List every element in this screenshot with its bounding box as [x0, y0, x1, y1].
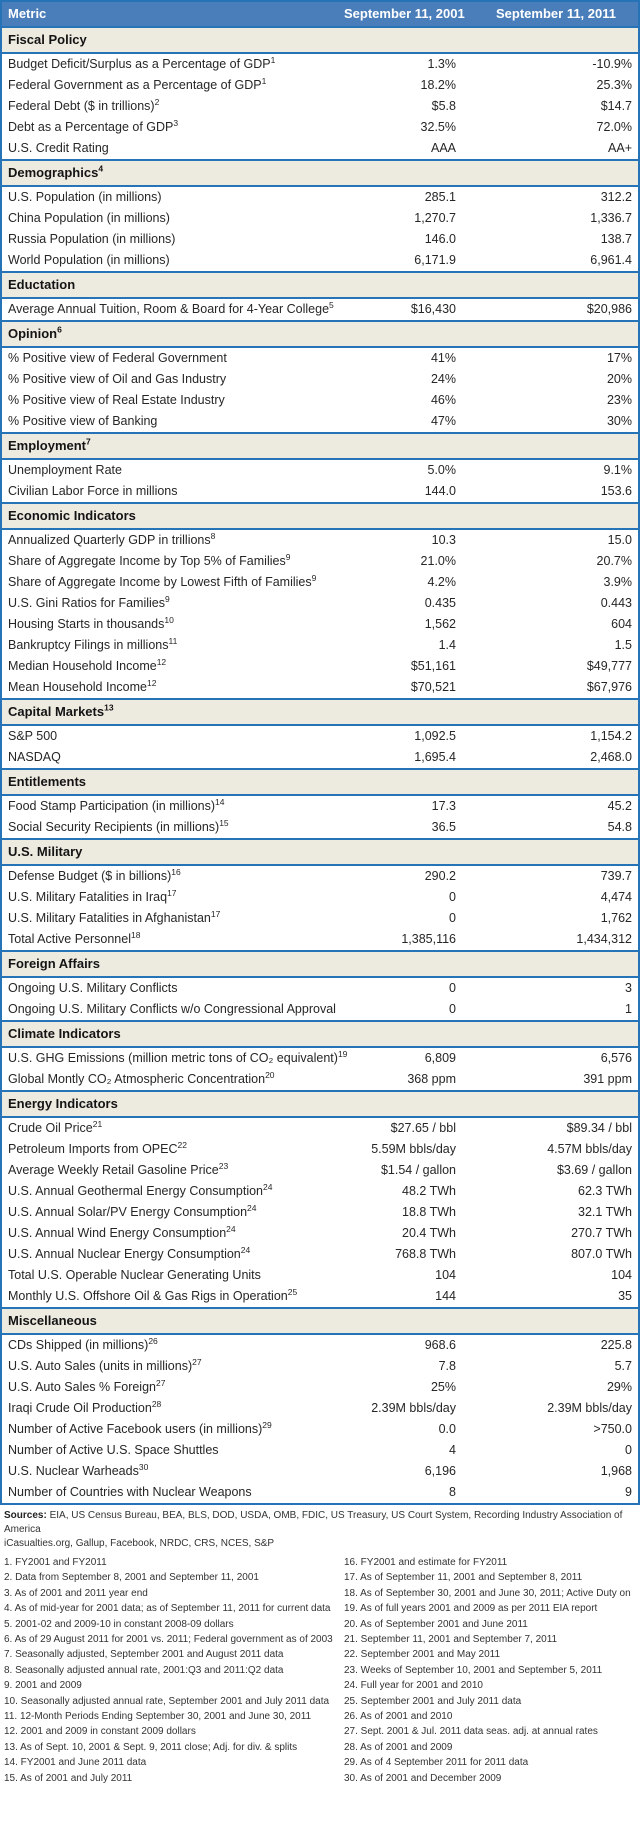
table-row: [1, 411, 639, 433]
section-title: Demographics$^4$: [1, 160, 639, 186]
value-2011: 1: [462, 999, 639, 1021]
value-2011: 5.7: [462, 1356, 639, 1377]
value-2001: 104: [338, 1265, 462, 1286]
value-2001: 144: [338, 1286, 462, 1308]
section-title: Energy Indicators: [1, 1091, 639, 1117]
header-sept-11-2011: September 11, 2011: [462, 1, 639, 27]
metric-label: CDs Shipped (in millions)$^{26}$: [1, 1334, 338, 1356]
section-header-row: [1, 1091, 639, 1117]
footnote-line: 7. Seasonally adjusted, September 2001 and August 2011 data: [4, 1649, 284, 1661]
section-header-row: [1, 1308, 639, 1334]
value-2011: 29%: [462, 1377, 639, 1398]
value-2011: 35: [462, 1286, 639, 1308]
table-row: [1, 459, 639, 481]
value-2001: 6,196: [338, 1461, 462, 1482]
metric-label: Number of Countries with Nuclear Weapons: [1, 1482, 338, 1504]
metric-label: U.S. Auto Sales (units in millions)$^{27}$: [1, 1356, 338, 1377]
value-2001: 146.0: [338, 229, 462, 250]
section-title: Capital Markets$^{13}$: [1, 699, 639, 725]
value-2011: 6,961.4: [462, 250, 639, 272]
table-row: [1, 1202, 639, 1223]
footnote-line: 1. FY2001 and FY2011: [4, 1557, 107, 1568]
metric-label: Crude Oil Price$^{21}$: [1, 1117, 338, 1139]
metric-label: Iraqi Crude Oil Production$^{28}$: [1, 1398, 338, 1419]
table-row: [1, 1160, 639, 1181]
value-2011: 3.9%: [462, 572, 639, 593]
table-row: [1, 1069, 639, 1091]
table-row: [1, 298, 639, 321]
value-2001: 4: [338, 1440, 462, 1461]
value-2001: $70,521: [338, 677, 462, 699]
value-2001: 968.6: [338, 1334, 462, 1356]
value-2011: 0.443: [462, 593, 639, 614]
metric-label: Average Annual Tuition, Room & Board for 4-Year College$^5$: [1, 298, 338, 321]
footnotes: [0, 1552, 640, 1790]
footnote-line: 28. As of 2001 and 2009: [344, 1741, 453, 1753]
value-2011: 1,336.7: [462, 208, 639, 229]
value-2001: 41%: [338, 347, 462, 369]
table-row: [1, 138, 639, 160]
section-title: Opinion$^6$: [1, 321, 639, 347]
table-row: [1, 53, 639, 75]
value-2011: 20.7%: [462, 551, 639, 572]
section-header-row: [1, 433, 639, 459]
table-section: [1, 769, 639, 839]
table-section: [1, 1308, 639, 1504]
value-2011: 62.3 TWh: [462, 1181, 639, 1202]
table-section: [1, 27, 639, 160]
value-2011: -10.9%: [462, 53, 639, 75]
metric-label: Average Weekly Retail Gasoline Price$^{23}$: [1, 1160, 338, 1181]
section-header-row: [1, 699, 639, 725]
metric-label: Global Montly CO₂ Atmospheric Concentration$^{20}$: [1, 1069, 338, 1091]
value-2001: 36.5: [338, 817, 462, 839]
table-row: [1, 1286, 639, 1308]
metric-label: U.S. Military Fatalities in Iraq$^{17}$: [1, 887, 338, 908]
table-row: [1, 1139, 639, 1160]
value-2011: 72.0%: [462, 117, 639, 138]
metric-label: U.S. Gini Ratios for Families$^9$: [1, 593, 338, 614]
table-row: [1, 250, 639, 272]
footnotes-column-left: [4, 1555, 344, 1786]
footnote-line: 25. September 2001 and July 2011 data: [344, 1695, 522, 1707]
value-2001: AAA: [338, 138, 462, 160]
table-row: [1, 117, 639, 138]
value-2001: 0: [338, 999, 462, 1021]
value-2001: 20.4 TWh: [338, 1223, 462, 1244]
value-2001: $27.65 / bbl: [338, 1117, 462, 1139]
value-2011: 739.7: [462, 865, 639, 887]
footnote-line: 16. FY2001 and estimate for FY2011: [344, 1557, 508, 1568]
table-row: [1, 529, 639, 551]
metric-label: U.S. Annual Geothermal Energy Consumption$^{24}$: [1, 1181, 338, 1202]
value-2011: 391 ppm: [462, 1069, 639, 1091]
value-2001: $51,161: [338, 656, 462, 677]
section-header-row: [1, 839, 639, 865]
table-row: [1, 817, 639, 839]
value-2011: 3: [462, 977, 639, 999]
footnote-line: 4. As of mid-year for 2001 data; as of September 11, 2011 for current data: [4, 1603, 331, 1615]
table-row: [1, 1398, 639, 1419]
metric-label: Total U.S. Operable Nuclear Generating Units: [1, 1265, 338, 1286]
footnote-line: 29. As of 4 September 2011 for 2011 data: [344, 1757, 529, 1769]
value-2001: 1,695.4: [338, 747, 462, 769]
table-row: [1, 572, 639, 593]
table-section: [1, 503, 639, 699]
value-2001: 25%: [338, 1377, 462, 1398]
table-row: [1, 593, 639, 614]
metric-label: Share of Aggregate Income by Lowest Fifth of Families$^9$: [1, 572, 338, 593]
value-2011: 1,154.2: [462, 725, 639, 747]
value-2001: 1,092.5: [338, 725, 462, 747]
metric-label: World Population (in millions): [1, 250, 338, 272]
footnote-line: 3. As of 2001 and 2011 year end: [4, 1587, 148, 1599]
metric-label: Bankruptcy Filings in millions$^{11}$: [1, 635, 338, 656]
metric-label: U.S. Annual Nuclear Energy Consumption$^{24}$: [1, 1244, 338, 1265]
value-2011: 4.57M bbls/day: [462, 1139, 639, 1160]
table-row: [1, 1047, 639, 1069]
value-2011: >750.0: [462, 1419, 639, 1440]
footnote-line: 26. As of 2001 and 2010: [344, 1711, 453, 1723]
section-header-row: [1, 321, 639, 347]
value-2001: $5.8: [338, 96, 462, 117]
metric-label: Number of Active Facebook users (in millions)$^{29}$: [1, 1419, 338, 1440]
footnote-line: 30. As of 2001 and December 2009: [344, 1772, 502, 1784]
section-title: Climate Indicators: [1, 1021, 639, 1047]
value-2001: 8: [338, 1482, 462, 1504]
metric-label: Ongoing U.S. Military Conflicts w/o Congressional Approval: [1, 999, 338, 1021]
table-section: [1, 1021, 639, 1091]
footnote-line: 13. As of Sept. 10, 2001 & Sept. 9, 2011 close; Adj. for div. & splits: [4, 1741, 298, 1753]
section-title: Miscellaneous: [1, 1308, 639, 1334]
value-2001: 768.8 TWh: [338, 1244, 462, 1265]
footnote-line: 2. Data from September 8, 2001 and September 11, 2001: [4, 1572, 259, 1584]
table-row: [1, 747, 639, 769]
table-row: [1, 369, 639, 390]
metric-label: U.S. Credit Rating: [1, 138, 338, 160]
footnote-line: 9. 2001 and 2009: [4, 1680, 82, 1692]
table-section: [1, 272, 639, 321]
value-2001: 32.5%: [338, 117, 462, 138]
metric-label: Social Security Recipients (in millions)$^{15}$: [1, 817, 338, 839]
value-2001: 5.0%: [338, 459, 462, 481]
value-2011: 15.0: [462, 529, 639, 551]
table-section: [1, 699, 639, 769]
table-row: [1, 1419, 639, 1440]
value-2001: 6,809: [338, 1047, 462, 1069]
table-section: [1, 321, 639, 433]
value-2011: $49,777: [462, 656, 639, 677]
table-row: [1, 1461, 639, 1482]
table-row: [1, 908, 639, 929]
metric-label: U.S. GHG Emissions (million metric tons of CO₂ equivalent)$^{19}$: [1, 1047, 338, 1069]
value-2011: 2,468.0: [462, 747, 639, 769]
value-2001: 10.3: [338, 529, 462, 551]
value-2001: 1,385,116: [338, 929, 462, 951]
footnote-line: 20. As of September 2001 and June 2011: [344, 1618, 528, 1630]
value-2001: 1,270.7: [338, 208, 462, 229]
metric-label: S&P 500: [1, 725, 338, 747]
table-row: [1, 1377, 639, 1398]
footnote-line: 14. FY2001 and June 2011 data: [4, 1757, 147, 1769]
value-2011: 1,968: [462, 1461, 639, 1482]
value-2011: AA+: [462, 138, 639, 160]
value-2001: 368 ppm: [338, 1069, 462, 1091]
footnote-line: 22. September 2001 and May 2011: [344, 1649, 501, 1661]
metric-label: Housing Starts in thousands$^{10}$: [1, 614, 338, 635]
value-2001: 1.4: [338, 635, 462, 656]
section-title: U.S. Military: [1, 839, 639, 865]
metric-label: Federal Debt ($ in trillions)$^2$: [1, 96, 338, 117]
section-header-row: [1, 769, 639, 795]
table-row: [1, 1356, 639, 1377]
value-2001: 18.2%: [338, 75, 462, 96]
value-2011: 25.3%: [462, 75, 639, 96]
value-2001: 1,562: [338, 614, 462, 635]
value-2001: 2.39M bbls/day: [338, 1398, 462, 1419]
value-2011: 1,762: [462, 908, 639, 929]
footnote-line: 6. As of 29 August 2011 for 2001 vs. 2011; Federal government as of 2003: [4, 1634, 333, 1646]
metric-label: Total Active Personnel$^{18}$: [1, 929, 338, 951]
table-row: [1, 635, 639, 656]
footnote-line: 19. As of full years 2001 and 2009 as per 2011 EIA report: [344, 1603, 598, 1615]
table-row: [1, 677, 639, 699]
table-row: [1, 75, 639, 96]
value-2011: 32.1 TWh: [462, 1202, 639, 1223]
value-2001: 290.2: [338, 865, 462, 887]
table-row: [1, 1244, 639, 1265]
value-2011: 30%: [462, 411, 639, 433]
value-2011: 9.1%: [462, 459, 639, 481]
table-row: [1, 208, 639, 229]
value-2011: 4,474: [462, 887, 639, 908]
metric-label: NASDAQ: [1, 747, 338, 769]
metric-label: Federal Government as a Percentage of GDP$^1$: [1, 75, 338, 96]
table-row: [1, 229, 639, 250]
table-section: [1, 433, 639, 503]
header-sept-11-2001: September 11, 2001: [338, 1, 462, 27]
metric-label: U.S. Nuclear Warheads$^{30}$: [1, 1461, 338, 1482]
table-row: [1, 999, 639, 1021]
metric-label: U.S. Annual Solar/PV Energy Consumption$^{24}$: [1, 1202, 338, 1223]
value-2001: 17.3: [338, 795, 462, 817]
value-2011: 23%: [462, 390, 639, 411]
footnote-line: 8. Seasonally adjusted annual rate, 2001:Q3 and 2011:Q2 data: [4, 1664, 284, 1676]
value-2001: 144.0: [338, 481, 462, 503]
table-row: [1, 614, 639, 635]
table-row: [1, 887, 639, 908]
metric-label: % Positive view of Oil and Gas Industry: [1, 369, 338, 390]
value-2011: 604: [462, 614, 639, 635]
section-title: Employment$^7$: [1, 433, 639, 459]
footnotes-column-right: [344, 1555, 640, 1786]
metric-label: Debt as a Percentage of GDP$^3$: [1, 117, 338, 138]
table-row: [1, 96, 639, 117]
value-2001: 0: [338, 887, 462, 908]
metric-label: China Population (in millions): [1, 208, 338, 229]
metric-label: U.S. Annual Wind Energy Consumption$^{24}$: [1, 1223, 338, 1244]
value-2011: 20%: [462, 369, 639, 390]
table-row: [1, 725, 639, 747]
section-header-row: [1, 951, 639, 977]
section-header-row: [1, 1021, 639, 1047]
value-2011: 312.2: [462, 186, 639, 208]
value-2011: 45.2: [462, 795, 639, 817]
sources-line-2: iCasualties.org, Gallup, Facebook, NRDC, CRS, NCES, S&P: [4, 1538, 275, 1549]
metric-label: Defense Budget ($ in billions)$^{16}$: [1, 865, 338, 887]
value-2011: $67,976: [462, 677, 639, 699]
value-2001: 285.1: [338, 186, 462, 208]
table-row: [1, 1482, 639, 1504]
table-row: [1, 1265, 639, 1286]
value-2001: 7.8: [338, 1356, 462, 1377]
value-2001: 24%: [338, 369, 462, 390]
table-row: [1, 1223, 639, 1244]
metric-label: Median Household Income$^{12}$: [1, 656, 338, 677]
table-header: [1, 1, 639, 27]
metric-label: Share of Aggregate Income by Top 5% of Families$^9$: [1, 551, 338, 572]
table-row: [1, 1440, 639, 1461]
metric-label: U.S. Population (in millions): [1, 186, 338, 208]
value-2011: 138.7: [462, 229, 639, 250]
sources-line-1: [4, 1509, 636, 1537]
footnote-line: 12. 2001 and 2009 in constant 2009 dollars: [4, 1726, 196, 1738]
value-2011: 2.39M bbls/day: [462, 1398, 639, 1419]
value-2011: $20,986: [462, 298, 639, 321]
footnote-line: 18. As of September 30, 2001 and June 30, 2011; Active Duty on: [344, 1587, 631, 1599]
footnote-line: 5. 2001-02 and 2009-10 in constant 2008-09 dollars: [4, 1618, 234, 1630]
value-2011: 270.7 TWh: [462, 1223, 639, 1244]
table-row: [1, 656, 639, 677]
table-row: [1, 1117, 639, 1139]
table-row: [1, 795, 639, 817]
footnote-line: 10. Seasonally adjusted annual rate, September 2001 and July 2011 data: [4, 1695, 330, 1707]
table-section: [1, 951, 639, 1021]
sources-note: [0, 1505, 640, 1552]
value-2001: 1.3%: [338, 53, 462, 75]
table-section: [1, 1091, 639, 1308]
sources-label: Sources:: [4, 1510, 47, 1521]
sources-list: EIA, US Census Bureau, BEA, BLS, DOD, USDA, OMB, FDIC, US Treasury, US Court System, Recording Industry Association of America: [4, 1510, 623, 1535]
section-title: Eductation: [1, 272, 639, 298]
value-2011: 153.6: [462, 481, 639, 503]
value-2011: $3.69 / gallon: [462, 1160, 639, 1181]
metric-label: Annualized Quarterly GDP in trillions$^8$: [1, 529, 338, 551]
value-2011: $89.34 / bbl: [462, 1117, 639, 1139]
table-row: [1, 347, 639, 369]
value-2001: 18.8 TWh: [338, 1202, 462, 1223]
value-2001: 6,171.9: [338, 250, 462, 272]
value-2011: $14.7: [462, 96, 639, 117]
metric-label: % Positive view of Federal Government: [1, 347, 338, 369]
value-2011: 807.0 TWh: [462, 1244, 639, 1265]
section-title: Fiscal Policy: [1, 27, 639, 53]
metric-label: Russia Population (in millions): [1, 229, 338, 250]
table-row: [1, 186, 639, 208]
footnote-line: 21. September 11, 2001 and September 7, 2011: [344, 1634, 558, 1646]
section-header-row: [1, 272, 639, 298]
table-row: [1, 1334, 639, 1356]
value-2001: 0.0: [338, 1419, 462, 1440]
value-2001: 0.435: [338, 593, 462, 614]
section-header-row: [1, 503, 639, 529]
value-2011: 225.8: [462, 1334, 639, 1356]
value-2001: 0: [338, 908, 462, 929]
value-2011: 0: [462, 1440, 639, 1461]
value-2001: 47%: [338, 411, 462, 433]
value-2001: 4.2%: [338, 572, 462, 593]
metric-label: Ongoing U.S. Military Conflicts: [1, 977, 338, 999]
table-row: [1, 1181, 639, 1202]
metric-label: % Positive view of Real Estate Industry: [1, 390, 338, 411]
metric-label: Mean Household Income$^{12}$: [1, 677, 338, 699]
metric-label: Unemployment Rate: [1, 459, 338, 481]
value-2011: 1,434,312: [462, 929, 639, 951]
footnote-line: 23. Weeks of September 10, 2001 and September 5, 2011: [344, 1664, 603, 1676]
table-row: [1, 865, 639, 887]
table-row: [1, 390, 639, 411]
metric-label: U.S. Military Fatalities in Afghanistan$^{17}$: [1, 908, 338, 929]
header-metric: Metric: [1, 1, 338, 27]
section-header-row: [1, 160, 639, 186]
value-2001: $1.54 / gallon: [338, 1160, 462, 1181]
table-row: [1, 977, 639, 999]
table-row: [1, 551, 639, 572]
value-2011: 104: [462, 1265, 639, 1286]
metric-label: Civilian Labor Force in millions: [1, 481, 338, 503]
value-2011: 9: [462, 1482, 639, 1504]
table-row: [1, 481, 639, 503]
value-2011: 17%: [462, 347, 639, 369]
metric-label: Food Stamp Participation (in millions)$^{14}$: [1, 795, 338, 817]
value-2001: 48.2 TWh: [338, 1181, 462, 1202]
value-2011: 6,576: [462, 1047, 639, 1069]
metric-label: Number of Active U.S. Space Shuttles: [1, 1440, 338, 1461]
footnote-line: 11. 12-Month Periods Ending September 30, 2001 and June 30, 2011: [4, 1711, 312, 1723]
metric-label: Petroleum Imports from OPEC$^{22}$: [1, 1139, 338, 1160]
footnote-line: 24. Full year for 2001 and 2010: [344, 1680, 483, 1692]
table-section: [1, 160, 639, 272]
value-2001: 21.0%: [338, 551, 462, 572]
header-row: [1, 1, 639, 27]
metric-label: Monthly U.S. Offshore Oil & Gas Rigs in Operation$^{25}$: [1, 1286, 338, 1308]
section-title: Economic Indicators: [1, 503, 639, 529]
section-title: Entitlements: [1, 769, 639, 795]
value-2001: 5.59M bbls/day: [338, 1139, 462, 1160]
value-2011: 54.8: [462, 817, 639, 839]
metric-label: U.S. Auto Sales % Foreign$^{27}$: [1, 1377, 338, 1398]
footnote-line: 15. As of 2001 and July 2011: [4, 1772, 133, 1784]
table-section: [1, 839, 639, 951]
metric-label: Budget Deficit/Surplus as a Percentage of GDP$^1$: [1, 53, 338, 75]
value-2001: $16,430: [338, 298, 462, 321]
table-row: [1, 929, 639, 951]
footnote-line: 17. As of September 11, 2001 and September 8, 2011: [344, 1572, 583, 1584]
section-header-row: [1, 27, 639, 53]
value-2011: 1.5: [462, 635, 639, 656]
section-title: Foreign Affairs: [1, 951, 639, 977]
value-2001: 0: [338, 977, 462, 999]
metric-label: % Positive view of Banking: [1, 411, 338, 433]
value-2001: 46%: [338, 390, 462, 411]
footnote-line: 27. Sept. 2001 & Jul. 2011 data seas. adj. at annual rates: [344, 1726, 598, 1738]
